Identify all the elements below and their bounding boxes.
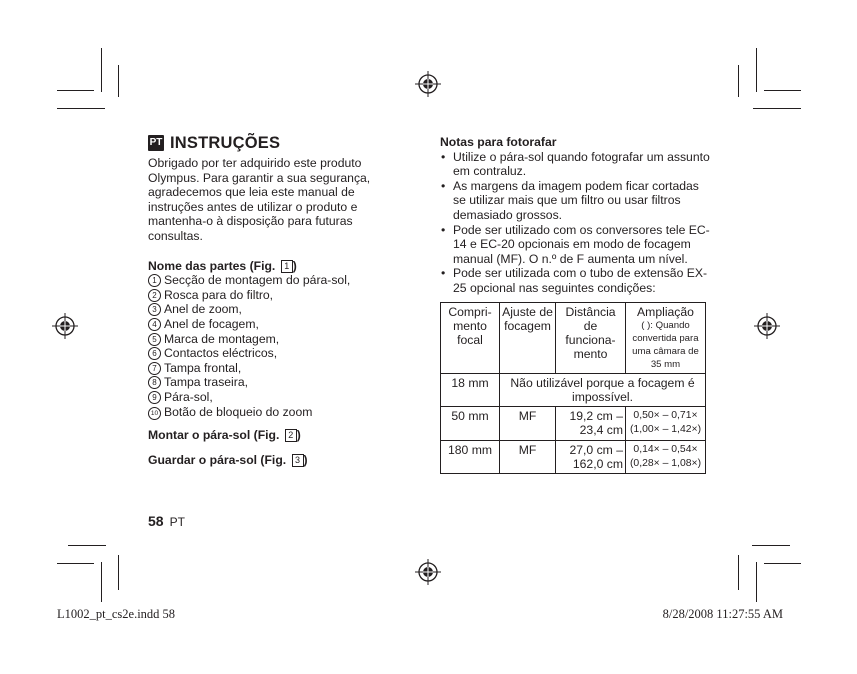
magnification-note: ( ): Quando convertida para uma câmara de 35 mm <box>632 319 699 370</box>
crop-mark <box>764 563 801 564</box>
column-header-magnification <box>626 302 706 373</box>
registration-mark-icon <box>415 71 441 97</box>
list-item <box>148 273 388 288</box>
list-item <box>148 332 388 347</box>
table-cell: 180 mm <box>441 440 500 473</box>
magnification-35mm: (0,28× – 1,08×) <box>629 457 702 469</box>
table-cell <box>626 407 706 440</box>
table-cell: MF <box>500 407 556 440</box>
table-cell: 27,0 cm – 162,0 cm <box>556 440 626 473</box>
list-item <box>148 361 388 376</box>
crop-mark <box>118 65 119 97</box>
magnification-value: 0,50× – 0,71× <box>633 410 698 422</box>
list-item <box>148 288 388 303</box>
column-header-focal: Compri-mento focal <box>441 302 500 373</box>
right-column <box>440 135 715 474</box>
crop-mark <box>752 545 790 546</box>
circled-number: 6 <box>148 347 161 360</box>
notes-heading: Notas para fotorafar <box>440 135 557 149</box>
language-badge: PT <box>148 135 164 151</box>
circled-number: 10 <box>148 407 161 420</box>
part-label: Secção de montagem do pára-sol, <box>164 273 351 288</box>
part-label: Marca de montagem, <box>164 331 280 346</box>
part-label: Pára-sol, <box>164 389 213 404</box>
magnification-value: 0,14× – 0,54× <box>633 443 698 455</box>
list-item <box>148 317 388 332</box>
crop-mark <box>101 48 102 92</box>
conditions-table <box>440 302 706 474</box>
crop-mark <box>57 563 94 564</box>
figure-ref-box: 1 <box>281 260 293 273</box>
crop-mark <box>68 545 106 546</box>
page-number-value: 58 <box>148 513 164 529</box>
table-cell: 50 mm <box>441 407 500 440</box>
mount-heading-close: ) <box>296 427 301 442</box>
list-item: • Utilize o pára-sol quando fotografar um assunto em contraluz. <box>440 150 715 179</box>
column-header-distance: Distância de funciona-mento <box>556 302 626 373</box>
table-cell: 18 mm <box>441 373 500 406</box>
intro-paragraph: Obrigado por ter adquirido este produto Olympus. Para garantir a sua segurança, agradecemos que leia este manual de instruções antes de utilizar o produto e mantenha-o à disposição para futuras consultas. <box>148 156 371 243</box>
page-number <box>148 513 185 529</box>
list-item <box>148 346 388 361</box>
magnification-label: Ampliação <box>637 304 694 319</box>
registration-mark-icon <box>415 559 441 585</box>
circled-number: 8 <box>148 376 161 389</box>
crop-mark <box>118 555 119 590</box>
crop-mark <box>764 90 801 91</box>
crop-mark <box>57 108 105 109</box>
figure-ref-box: 3 <box>292 454 304 467</box>
footer-file-name: L1002_pt_cs2e.indd 58 <box>57 607 176 621</box>
part-label: Anel de zoom, <box>164 302 242 317</box>
list-item: • Pode ser utilizado com os conversores tele EC-14 e EC-20 opcionais em modo de focagem manual (MF). O n.º de F aumenta um nível. <box>440 223 715 267</box>
crop-mark <box>101 562 102 602</box>
footer-timestamp: 8/28/2008 11:27:55 AM <box>662 607 783 621</box>
page-language: PT <box>169 515 185 529</box>
registration-mark-icon <box>52 313 78 339</box>
list-item <box>148 405 388 420</box>
registration-mark-icon <box>754 313 780 339</box>
table-row <box>441 373 706 406</box>
crop-mark <box>753 108 801 109</box>
circled-number: 4 <box>148 318 161 331</box>
list-item <box>148 375 388 390</box>
parts-list <box>148 273 388 419</box>
mount-heading-text: Montar o pára-sol (Fig. <box>148 427 280 442</box>
circled-number: 2 <box>148 289 161 302</box>
table-cell: MF <box>500 440 556 473</box>
list-item: • Pode ser utilizada com o tubo de extensão EX-25 opcional nas seguintes condições: <box>440 266 715 295</box>
list-item <box>148 302 388 317</box>
circled-number: 3 <box>148 303 161 316</box>
circled-number: 5 <box>148 333 161 346</box>
parts-heading <box>148 259 388 274</box>
part-label: Rosca para do filtro, <box>164 287 274 302</box>
part-label: Contactos eléctricos, <box>164 346 278 361</box>
parts-heading-text: Nome das partes (Fig. <box>148 258 276 273</box>
mount-heading <box>148 428 388 443</box>
crop-mark <box>738 65 739 97</box>
crop-mark <box>756 48 757 92</box>
crop-mark <box>57 90 94 91</box>
table-cell <box>626 440 706 473</box>
part-label: Tampa traseira, <box>164 375 248 390</box>
page-title: INSTRUÇÕES <box>170 133 281 152</box>
table-row <box>441 407 706 440</box>
table-header-row <box>441 302 706 373</box>
table-cell-note: Não utilizável porque a focagem é impossível. <box>500 373 706 406</box>
table-row <box>441 440 706 473</box>
store-heading-close: ) <box>303 453 308 468</box>
part-label: Anel de focagem, <box>164 316 259 331</box>
part-label: Botão de bloqueio do zoom <box>164 404 313 419</box>
figure-ref-box: 2 <box>285 429 297 442</box>
part-label: Tampa frontal, <box>164 360 242 375</box>
parts-heading-close: ) <box>292 258 297 273</box>
table-cell: 19,2 cm – 23,4 cm <box>556 407 626 440</box>
circled-number: 7 <box>148 362 161 375</box>
circled-number: 9 <box>148 391 161 404</box>
circled-number: 1 <box>148 274 161 287</box>
left-column <box>148 135 388 479</box>
column-header-focus: Ajuste de focagem <box>500 302 556 373</box>
magnification-35mm: (1,00× – 1,42×) <box>629 424 702 436</box>
notes-list <box>440 150 715 296</box>
crop-mark <box>738 555 739 590</box>
list-item: • As margens da imagem podem ficar cortadas se utilizar mais que um filtro ou usar filtros demasiado grossos. <box>440 179 715 223</box>
store-heading-text: Guardar o pára-sol (Fig. <box>148 453 287 468</box>
list-item <box>148 390 388 405</box>
section-title-row <box>148 135 388 151</box>
crop-mark <box>756 562 757 602</box>
store-heading <box>148 453 388 468</box>
